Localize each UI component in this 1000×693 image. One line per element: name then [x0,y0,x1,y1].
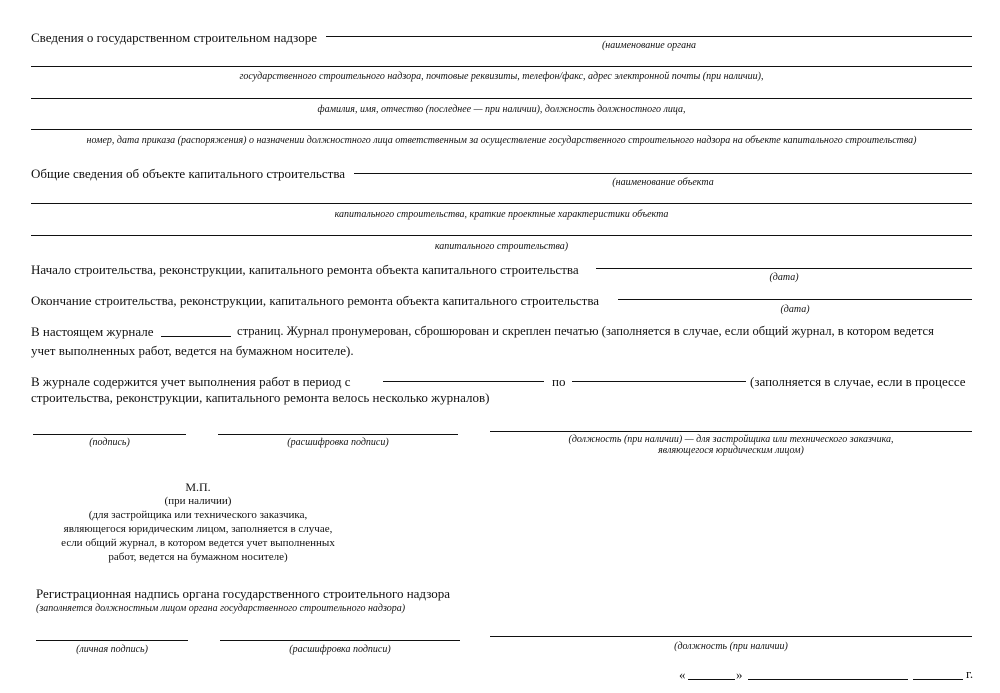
supervision-label: Сведения о государственном строительном надзоре [31,30,317,45]
supervision-caption-4: номер, дата приказа (распоряжения) о назначении должностного лица ответственным за осуществление государственного строительного надзора на объекте капитального строительства) [86,135,917,146]
start-label: Начало строительства, реконструкции, капитального ремонта объекта капитального строительства [31,262,579,277]
position-caption-2: являющегося юридическим лицом) [658,445,804,456]
object-caption-3: капитального строительства) [434,241,569,252]
date-month-line[interactable] [748,679,908,680]
period-to-line[interactable] [572,381,746,382]
object-caption-1: (наименование объекта [612,177,714,188]
position-line[interactable] [490,431,972,432]
object-field-line-1[interactable] [354,173,972,174]
personal-signature-caption: (личная подпись) [76,644,148,655]
end-label: Окончание строительства, реконструкции, капитального ремонта объекта капитального строительства [31,293,600,308]
signature2-decoding-line[interactable] [220,640,460,641]
supervision-field-line-2[interactable] [31,66,972,67]
signature-decoding-caption: (расшифровка подписи) [287,437,389,448]
object-label: Общие сведения об объекте капитального строительства [31,166,346,181]
position2-line[interactable] [490,636,972,637]
date-open-quote: « [679,667,686,682]
personal-signature-line[interactable] [36,640,188,641]
stamp-note-5: работ, ведется на бумажном носителе) [108,551,288,563]
supervision-field-line-1[interactable] [326,36,972,37]
date-year-suffix: г. [966,666,974,681]
signature-decoding-line[interactable] [218,434,458,435]
date-day-line[interactable] [688,679,735,680]
date-year-line[interactable] [913,679,963,680]
signature2-decoding-caption: (расшифровка подписи) [289,644,391,655]
supervision-caption-2: государственного строительного надзора, почтовые реквизиты, телефон/факс, адрес электронной почты (при наличии), [239,71,764,82]
signature-caption: (подпись) [89,437,130,448]
supervision-caption-1: (наименование органа [601,40,697,51]
stamp-mp: М.П. [185,480,211,494]
position-caption-1: (должность (при наличии) — для застройщика или технического заказчика, [568,434,894,445]
signature-line[interactable] [33,434,186,435]
start-date-line[interactable] [596,268,972,269]
stamp-note-4: если общий журнал, в котором ведется учет выполненных [61,537,335,549]
period-line-2: строительства, реконструкции, капитального ремонта велось несколько журналов) [31,390,490,405]
end-date-line[interactable] [618,299,972,300]
period-suffix: (заполняется в случае, если в процессе [750,374,966,389]
stamp-note-2: (для застройщика или технического заказчика, [88,509,308,521]
start-date-caption: (дата) [769,272,799,283]
registration-title: Регистрационная надпись органа государственного строительного надзора [36,586,451,601]
stamp-note-1: (при наличии) [164,495,232,507]
pages-prefix: В настоящем журнале [31,324,154,339]
supervision-caption-3: фамилия, имя, отчество (последнее — при наличии), должность должностного лица, [317,104,686,115]
object-field-line-2[interactable] [31,203,972,204]
object-field-line-3[interactable] [31,235,972,236]
registration-subtitle: (заполняется должностным лицом органа государственного строительного надзора) [36,603,406,614]
supervision-field-line-4[interactable] [31,129,972,130]
pages-count-line[interactable] [161,336,231,337]
pages-line-2: учет выполненных работ, ведется на бумажном носителе). [31,343,354,358]
pages-suffix: страниц. Журнал пронумерован, сброшюрован и скреплен печатью (заполняется в случае, если общий журнал, в котором ведется [237,324,934,338]
period-from-line[interactable] [383,381,544,382]
object-caption-2: капитального строительства, краткие проектные характеристики объекта [334,209,669,220]
end-date-caption: (дата) [780,304,810,315]
position2-caption: (должность (при наличии) [674,641,788,652]
date-close-quote: » [736,667,743,682]
period-prefix: В журнале содержится учет выполнения работ в период с [31,374,351,389]
stamp-note-3: являющегося юридическим лицом, заполняется в случае, [63,523,333,535]
supervision-field-line-3[interactable] [31,98,972,99]
period-by: по [552,374,566,389]
